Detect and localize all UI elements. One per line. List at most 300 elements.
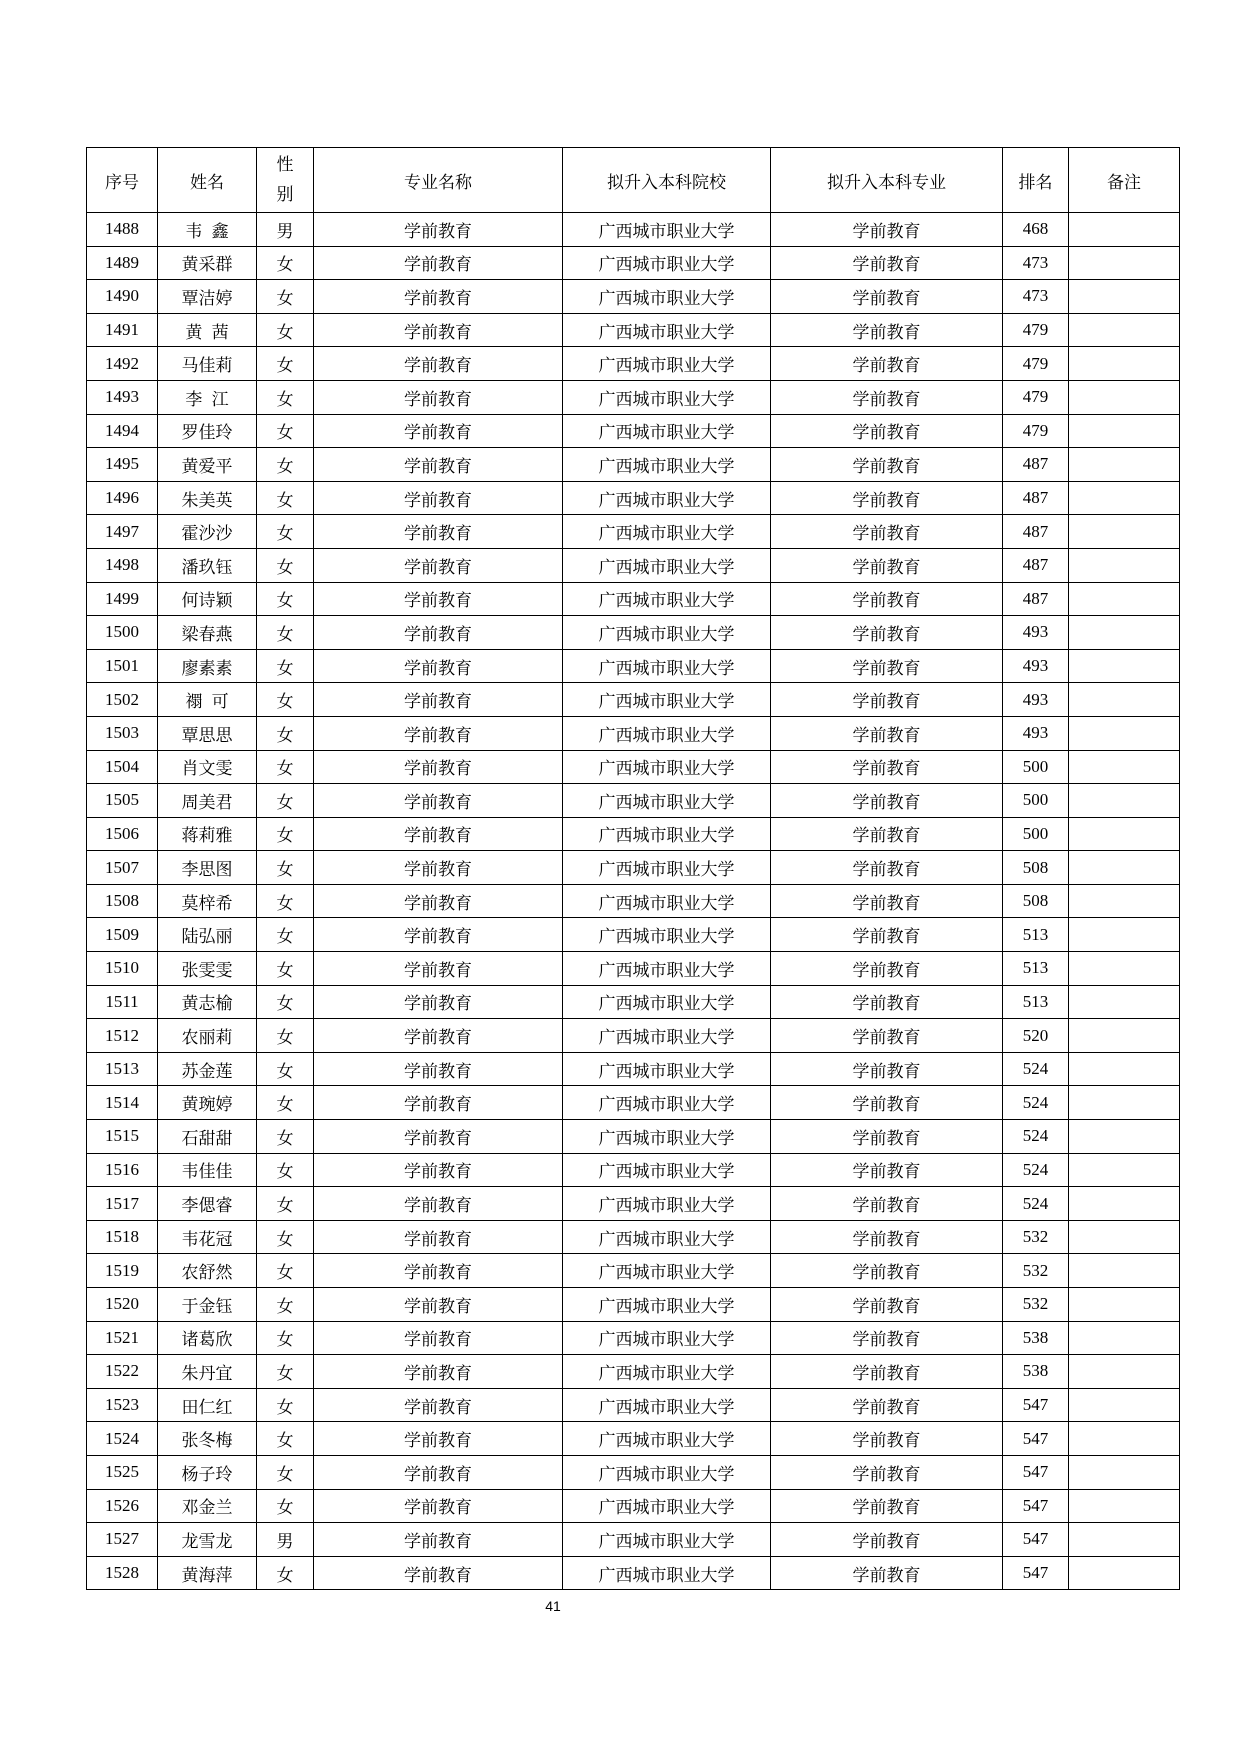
cell-major: 学前教育 xyxy=(314,716,563,750)
cell-name: 诸葛欣 xyxy=(158,1321,257,1355)
header-gender xyxy=(257,148,314,213)
table-row xyxy=(87,784,1180,818)
table-row xyxy=(87,1120,1180,1154)
cell-rank: 513 xyxy=(1003,985,1069,1019)
cell-rank: 513 xyxy=(1003,918,1069,952)
cell-name: 石甜甜 xyxy=(158,1120,257,1154)
cell-rank: 493 xyxy=(1003,649,1069,683)
cell-major: 学前教育 xyxy=(314,1187,563,1221)
cell-index: 1513 xyxy=(87,1052,158,1086)
table-row xyxy=(87,280,1180,314)
cell-gender: 女 xyxy=(257,1120,314,1154)
cell-remark xyxy=(1069,246,1180,280)
cell-target-major: 学前教育 xyxy=(771,515,1003,549)
cell-name: 黄琬婷 xyxy=(158,1086,257,1120)
cell-major: 学前教育 xyxy=(314,1489,563,1523)
cell-major: 学前教育 xyxy=(314,1523,563,1557)
cell-gender: 女 xyxy=(257,548,314,582)
cell-name: 霍沙沙 xyxy=(158,515,257,549)
cell-rank: 479 xyxy=(1003,313,1069,347)
cell-target-major: 学前教育 xyxy=(771,952,1003,986)
table-row xyxy=(87,347,1180,381)
cell-target-major: 学前教育 xyxy=(771,246,1003,280)
cell-major: 学前教育 xyxy=(314,750,563,784)
cell-rank: 524 xyxy=(1003,1086,1069,1120)
cell-name: 罗佳玲 xyxy=(158,414,257,448)
cell-gender: 女 xyxy=(257,716,314,750)
cell-name: 梁春燕 xyxy=(158,616,257,650)
cell-name: 朱美英 xyxy=(158,481,257,515)
cell-major: 学前教育 xyxy=(314,683,563,717)
cell-gender: 女 xyxy=(257,448,314,482)
table-row xyxy=(87,448,1180,482)
cell-target-major: 学前教育 xyxy=(771,649,1003,683)
cell-target-major: 学前教育 xyxy=(771,1556,1003,1590)
cell-major: 学前教育 xyxy=(314,1288,563,1322)
cell-name: 苏金莲 xyxy=(158,1052,257,1086)
header-gender-label: 性别 xyxy=(276,155,294,204)
cell-target-college: 广西城市职业大学 xyxy=(563,280,771,314)
cell-rank: 532 xyxy=(1003,1254,1069,1288)
cell-target-college: 广西城市职业大学 xyxy=(563,1489,771,1523)
cell-major: 学前教育 xyxy=(314,817,563,851)
cell-index: 1516 xyxy=(87,1153,158,1187)
cell-major: 学前教育 xyxy=(314,1422,563,1456)
cell-name: 莫梓希 xyxy=(158,884,257,918)
cell-index: 1488 xyxy=(87,213,158,247)
header-target-college: 拟升入本科院校 xyxy=(563,148,771,213)
table-row xyxy=(87,1288,1180,1322)
cell-name xyxy=(158,313,257,347)
cell-target-major: 学前教育 xyxy=(771,448,1003,482)
cell-major: 学前教育 xyxy=(314,1086,563,1120)
cell-remark xyxy=(1069,1187,1180,1221)
cell-index: 1500 xyxy=(87,616,158,650)
cell-name: 黄爱平 xyxy=(158,448,257,482)
cell-gender: 女 xyxy=(257,1019,314,1053)
cell-rank: 493 xyxy=(1003,616,1069,650)
cell-index: 1496 xyxy=(87,481,158,515)
cell-target-college: 广西城市职业大学 xyxy=(563,213,771,247)
cell-remark xyxy=(1069,683,1180,717)
table-row xyxy=(87,683,1180,717)
table-row xyxy=(87,1187,1180,1221)
header-remark: 备注 xyxy=(1069,148,1180,213)
cell-major: 学前教育 xyxy=(314,548,563,582)
cell-rank: 487 xyxy=(1003,515,1069,549)
cell-index: 1505 xyxy=(87,784,158,818)
table-row xyxy=(87,750,1180,784)
cell-target-college: 广西城市职业大学 xyxy=(563,347,771,381)
cell-gender: 女 xyxy=(257,1489,314,1523)
cell-major: 学前教育 xyxy=(314,1455,563,1489)
cell-target-major: 学前教育 xyxy=(771,380,1003,414)
header-name: 姓名 xyxy=(158,148,257,213)
cell-remark xyxy=(1069,784,1180,818)
cell-target-college: 广西城市职业大学 xyxy=(563,985,771,1019)
cell-major: 学前教育 xyxy=(314,448,563,482)
student-roster-table xyxy=(86,147,1180,1590)
cell-gender: 男 xyxy=(257,1523,314,1557)
cell-target-college: 广西城市职业大学 xyxy=(563,1556,771,1590)
cell-target-college: 广西城市职业大学 xyxy=(563,1321,771,1355)
cell-major: 学前教育 xyxy=(314,985,563,1019)
table-row xyxy=(87,952,1180,986)
cell-index: 1515 xyxy=(87,1120,158,1154)
cell-gender: 女 xyxy=(257,952,314,986)
cell-remark xyxy=(1069,1556,1180,1590)
cell-major: 学前教育 xyxy=(314,213,563,247)
cell-remark xyxy=(1069,851,1180,885)
cell-remark xyxy=(1069,414,1180,448)
cell-target-major: 学前教育 xyxy=(771,1254,1003,1288)
cell-target-college: 广西城市职业大学 xyxy=(563,884,771,918)
cell-target-college: 广西城市职业大学 xyxy=(563,1153,771,1187)
cell-remark xyxy=(1069,1153,1180,1187)
table-row xyxy=(87,884,1180,918)
cell-target-major: 学前教育 xyxy=(771,1455,1003,1489)
cell-target-major: 学前教育 xyxy=(771,1422,1003,1456)
table-row xyxy=(87,1422,1180,1456)
table-row xyxy=(87,1220,1180,1254)
cell-gender: 女 xyxy=(257,582,314,616)
table-row xyxy=(87,918,1180,952)
cell-index: 1493 xyxy=(87,380,158,414)
cell-name: 于金钰 xyxy=(158,1288,257,1322)
cell-index: 1491 xyxy=(87,313,158,347)
cell-target-college: 广西城市职业大学 xyxy=(563,952,771,986)
cell-target-college: 广西城市职业大学 xyxy=(563,1388,771,1422)
cell-target-college: 广西城市职业大学 xyxy=(563,683,771,717)
cell-index: 1522 xyxy=(87,1355,158,1389)
cell-rank: 520 xyxy=(1003,1019,1069,1053)
cell-major: 学前教育 xyxy=(314,414,563,448)
cell-name: 李偲睿 xyxy=(158,1187,257,1221)
cell-target-college: 广西城市职业大学 xyxy=(563,246,771,280)
table-header-row xyxy=(87,148,1180,213)
cell-remark xyxy=(1069,1422,1180,1456)
cell-index: 1494 xyxy=(87,414,158,448)
cell-remark xyxy=(1069,817,1180,851)
cell-name: 黄志榆 xyxy=(158,985,257,1019)
cell-index: 1506 xyxy=(87,817,158,851)
table-row xyxy=(87,1388,1180,1422)
cell-name: 张冬梅 xyxy=(158,1422,257,1456)
cell-target-college: 广西城市职业大学 xyxy=(563,481,771,515)
table-row xyxy=(87,985,1180,1019)
cell-target-major: 学前教育 xyxy=(771,1523,1003,1557)
cell-index: 1523 xyxy=(87,1388,158,1422)
cell-remark xyxy=(1069,1019,1180,1053)
cell-target-college: 广西城市职业大学 xyxy=(563,582,771,616)
cell-major: 学前教育 xyxy=(314,246,563,280)
cell-rank: 547 xyxy=(1003,1422,1069,1456)
cell-target-major: 学前教育 xyxy=(771,313,1003,347)
cell-index: 1501 xyxy=(87,649,158,683)
cell-rank: 524 xyxy=(1003,1052,1069,1086)
header-target-major: 拟升入本科专业 xyxy=(771,148,1003,213)
cell-rank: 547 xyxy=(1003,1556,1069,1590)
table-row xyxy=(87,1086,1180,1120)
cell-rank: 508 xyxy=(1003,851,1069,885)
cell-target-major: 学前教育 xyxy=(771,784,1003,818)
cell-name xyxy=(158,380,257,414)
student-name: 禤可 xyxy=(185,692,239,712)
cell-index: 1497 xyxy=(87,515,158,549)
cell-target-college: 广西城市职业大学 xyxy=(563,1019,771,1053)
table-row xyxy=(87,1489,1180,1523)
cell-name: 潘玖钰 xyxy=(158,548,257,582)
cell-target-major: 学前教育 xyxy=(771,985,1003,1019)
cell-target-college: 广西城市职业大学 xyxy=(563,1455,771,1489)
cell-index: 1509 xyxy=(87,918,158,952)
cell-gender: 女 xyxy=(257,1220,314,1254)
cell-rank: 493 xyxy=(1003,716,1069,750)
cell-index: 1498 xyxy=(87,548,158,582)
cell-rank: 487 xyxy=(1003,582,1069,616)
student-name: 李江 xyxy=(185,389,239,409)
cell-gender: 女 xyxy=(257,1288,314,1322)
cell-target-major: 学前教育 xyxy=(771,347,1003,381)
cell-target-college: 广西城市职业大学 xyxy=(563,1355,771,1389)
table-row xyxy=(87,1052,1180,1086)
cell-remark xyxy=(1069,1523,1180,1557)
cell-index: 1528 xyxy=(87,1556,158,1590)
cell-name: 廖素素 xyxy=(158,649,257,683)
table-row xyxy=(87,851,1180,885)
cell-index: 1519 xyxy=(87,1254,158,1288)
cell-remark xyxy=(1069,1321,1180,1355)
cell-remark xyxy=(1069,481,1180,515)
cell-index: 1520 xyxy=(87,1288,158,1322)
cell-index: 1489 xyxy=(87,246,158,280)
cell-rank: 473 xyxy=(1003,246,1069,280)
cell-remark xyxy=(1069,1052,1180,1086)
cell-index: 1503 xyxy=(87,716,158,750)
cell-target-major: 学前教育 xyxy=(771,884,1003,918)
cell-gender: 女 xyxy=(257,884,314,918)
cell-target-college: 广西城市职业大学 xyxy=(563,918,771,952)
cell-target-college: 广西城市职业大学 xyxy=(563,414,771,448)
cell-target-college: 广西城市职业大学 xyxy=(563,1254,771,1288)
cell-gender: 女 xyxy=(257,1355,314,1389)
cell-target-major: 学前教育 xyxy=(771,616,1003,650)
cell-rank: 479 xyxy=(1003,414,1069,448)
cell-gender: 女 xyxy=(257,380,314,414)
table-row xyxy=(87,515,1180,549)
table-row xyxy=(87,380,1180,414)
cell-gender: 男 xyxy=(257,213,314,247)
cell-target-major: 学前教育 xyxy=(771,481,1003,515)
cell-major: 学前教育 xyxy=(314,952,563,986)
cell-target-college: 广西城市职业大学 xyxy=(563,313,771,347)
cell-target-major: 学前教育 xyxy=(771,1052,1003,1086)
cell-major: 学前教育 xyxy=(314,515,563,549)
cell-major: 学前教育 xyxy=(314,1388,563,1422)
cell-name: 农丽莉 xyxy=(158,1019,257,1053)
cell-index: 1511 xyxy=(87,985,158,1019)
cell-target-college: 广西城市职业大学 xyxy=(563,784,771,818)
cell-target-college: 广西城市职业大学 xyxy=(563,380,771,414)
cell-gender: 女 xyxy=(257,851,314,885)
cell-target-major: 学前教育 xyxy=(771,548,1003,582)
cell-rank: 532 xyxy=(1003,1288,1069,1322)
table-row xyxy=(87,246,1180,280)
cell-target-college: 广西城市职业大学 xyxy=(563,548,771,582)
cell-remark xyxy=(1069,884,1180,918)
cell-index: 1495 xyxy=(87,448,158,482)
cell-target-major: 学前教育 xyxy=(771,1220,1003,1254)
cell-rank: 538 xyxy=(1003,1355,1069,1389)
cell-target-college: 广西城市职业大学 xyxy=(563,750,771,784)
cell-name: 覃思思 xyxy=(158,716,257,750)
cell-rank: 500 xyxy=(1003,784,1069,818)
cell-major: 学前教育 xyxy=(314,784,563,818)
cell-target-major: 学前教育 xyxy=(771,1120,1003,1154)
cell-remark xyxy=(1069,1355,1180,1389)
cell-name: 覃洁婷 xyxy=(158,280,257,314)
cell-gender: 女 xyxy=(257,1086,314,1120)
cell-target-college: 广西城市职业大学 xyxy=(563,649,771,683)
cell-name: 肖文雯 xyxy=(158,750,257,784)
cell-rank: 524 xyxy=(1003,1187,1069,1221)
cell-target-major: 学前教育 xyxy=(771,1489,1003,1523)
cell-target-college: 广西城市职业大学 xyxy=(563,1187,771,1221)
cell-target-major: 学前教育 xyxy=(771,1355,1003,1389)
page-number: 41 xyxy=(545,1598,561,1614)
student-name: 韦鑫 xyxy=(185,221,239,241)
cell-gender: 女 xyxy=(257,481,314,515)
cell-remark xyxy=(1069,616,1180,650)
cell-remark xyxy=(1069,1388,1180,1422)
cell-target-college: 广西城市职业大学 xyxy=(563,817,771,851)
table-row xyxy=(87,716,1180,750)
cell-target-major: 学前教育 xyxy=(771,1187,1003,1221)
cell-rank: 547 xyxy=(1003,1455,1069,1489)
cell-gender: 女 xyxy=(257,414,314,448)
cell-name: 陆弘丽 xyxy=(158,918,257,952)
cell-rank: 524 xyxy=(1003,1120,1069,1154)
cell-index: 1514 xyxy=(87,1086,158,1120)
cell-target-major: 学前教育 xyxy=(771,213,1003,247)
cell-gender: 女 xyxy=(257,347,314,381)
cell-gender: 女 xyxy=(257,515,314,549)
cell-target-college: 广西城市职业大学 xyxy=(563,851,771,885)
cell-name: 何诗颖 xyxy=(158,582,257,616)
table-row xyxy=(87,649,1180,683)
cell-rank: 547 xyxy=(1003,1489,1069,1523)
cell-target-college: 广西城市职业大学 xyxy=(563,616,771,650)
cell-target-college: 广西城市职业大学 xyxy=(563,1120,771,1154)
cell-name: 农舒然 xyxy=(158,1254,257,1288)
cell-rank: 487 xyxy=(1003,448,1069,482)
table-row xyxy=(87,481,1180,515)
cell-major: 学前教育 xyxy=(314,380,563,414)
cell-name: 张雯雯 xyxy=(158,952,257,986)
table-row xyxy=(87,1355,1180,1389)
cell-index: 1499 xyxy=(87,582,158,616)
cell-rank: 508 xyxy=(1003,884,1069,918)
cell-gender: 女 xyxy=(257,1254,314,1288)
cell-target-college: 广西城市职业大学 xyxy=(563,716,771,750)
cell-target-major: 学前教育 xyxy=(771,1019,1003,1053)
cell-rank: 547 xyxy=(1003,1523,1069,1557)
cell-remark xyxy=(1069,952,1180,986)
cell-rank: 473 xyxy=(1003,280,1069,314)
cell-rank: 500 xyxy=(1003,750,1069,784)
cell-major: 学前教育 xyxy=(314,481,563,515)
cell-name: 邓金兰 xyxy=(158,1489,257,1523)
cell-remark xyxy=(1069,548,1180,582)
cell-major: 学前教育 xyxy=(314,1052,563,1086)
cell-target-major: 学前教育 xyxy=(771,1321,1003,1355)
cell-rank: 479 xyxy=(1003,347,1069,381)
cell-index: 1502 xyxy=(87,683,158,717)
cell-remark xyxy=(1069,582,1180,616)
cell-gender: 女 xyxy=(257,683,314,717)
header-index: 序号 xyxy=(87,148,158,213)
cell-index: 1527 xyxy=(87,1523,158,1557)
cell-remark xyxy=(1069,1220,1180,1254)
cell-remark xyxy=(1069,1086,1180,1120)
cell-rank: 547 xyxy=(1003,1388,1069,1422)
cell-major: 学前教育 xyxy=(314,280,563,314)
cell-gender: 女 xyxy=(257,1153,314,1187)
cell-rank: 487 xyxy=(1003,481,1069,515)
cell-name: 黄海萍 xyxy=(158,1556,257,1590)
cell-rank: 532 xyxy=(1003,1220,1069,1254)
table-row xyxy=(87,313,1180,347)
cell-remark xyxy=(1069,716,1180,750)
cell-major: 学前教育 xyxy=(314,313,563,347)
cell-gender: 女 xyxy=(257,985,314,1019)
cell-rank: 468 xyxy=(1003,213,1069,247)
cell-gender: 女 xyxy=(257,246,314,280)
cell-gender: 女 xyxy=(257,1422,314,1456)
table-row xyxy=(87,1019,1180,1053)
cell-index: 1526 xyxy=(87,1489,158,1523)
cell-rank: 487 xyxy=(1003,548,1069,582)
cell-name: 蒋莉雅 xyxy=(158,817,257,851)
cell-major: 学前教育 xyxy=(314,616,563,650)
cell-gender: 女 xyxy=(257,313,314,347)
cell-name: 李思图 xyxy=(158,851,257,885)
cell-major: 学前教育 xyxy=(314,1019,563,1053)
cell-major: 学前教育 xyxy=(314,1120,563,1154)
cell-target-major: 学前教育 xyxy=(771,414,1003,448)
cell-remark xyxy=(1069,1254,1180,1288)
cell-index: 1524 xyxy=(87,1422,158,1456)
table-row xyxy=(87,1523,1180,1557)
cell-target-major: 学前教育 xyxy=(771,1388,1003,1422)
cell-major: 学前教育 xyxy=(314,851,563,885)
cell-gender: 女 xyxy=(257,649,314,683)
cell-major: 学前教育 xyxy=(314,649,563,683)
table-row xyxy=(87,1153,1180,1187)
cell-remark xyxy=(1069,280,1180,314)
cell-remark xyxy=(1069,1288,1180,1322)
cell-name: 马佳莉 xyxy=(158,347,257,381)
header-rank: 排名 xyxy=(1003,148,1069,213)
cell-name: 杨子玲 xyxy=(158,1455,257,1489)
cell-major: 学前教育 xyxy=(314,347,563,381)
cell-major: 学前教育 xyxy=(314,884,563,918)
cell-rank: 513 xyxy=(1003,952,1069,986)
cell-gender: 女 xyxy=(257,616,314,650)
cell-target-college: 广西城市职业大学 xyxy=(563,1086,771,1120)
cell-rank: 524 xyxy=(1003,1153,1069,1187)
cell-remark xyxy=(1069,1489,1180,1523)
